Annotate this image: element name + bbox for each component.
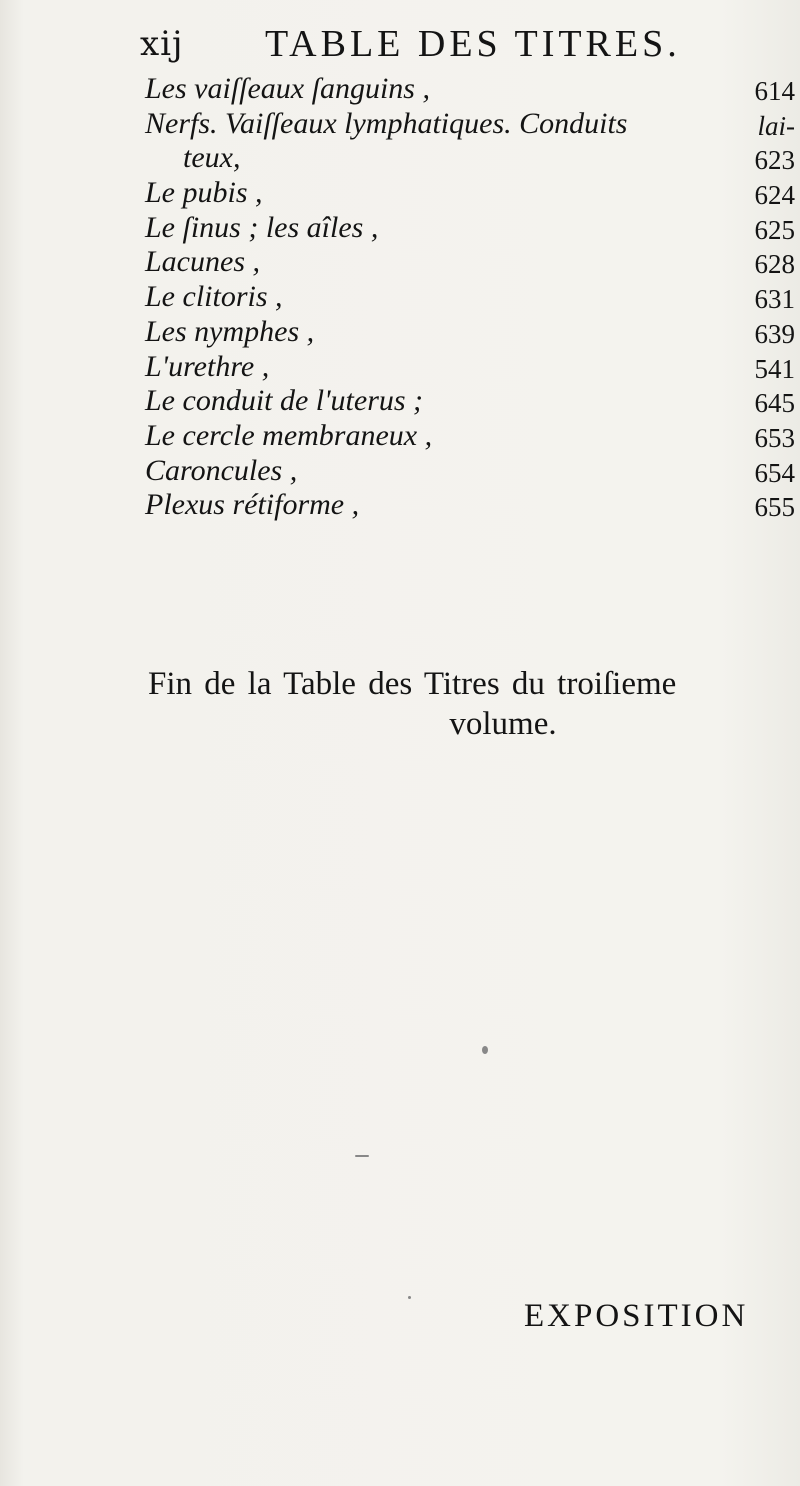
- ink-speck: [482, 1046, 488, 1054]
- toc-entry: [145, 141, 795, 176]
- table-of-titles: [145, 72, 795, 523]
- entry-page: 654: [754, 457, 795, 488]
- entry-title: Le clitoris ,: [145, 280, 283, 314]
- entry-title: Les nymphes ,: [145, 314, 315, 348]
- entry-title: Le conduit de l'uterus ;: [145, 384, 424, 418]
- toc-entry: [145, 454, 795, 489]
- closing-line-2: volume.: [449, 706, 557, 742]
- closing-line-1: Fin de la Table des Titres du troiſieme: [148, 666, 677, 702]
- entry-page: 655: [754, 492, 795, 523]
- toc-entry: [145, 350, 795, 385]
- entry-page: 653: [754, 422, 795, 453]
- entry-title: Le ſinus ; les aîles ,: [145, 210, 379, 244]
- page-header: [140, 18, 780, 70]
- toc-entry: [145, 315, 795, 350]
- toc-entry: [145, 176, 795, 211]
- entry-title: Le pubis ,: [145, 176, 263, 210]
- entry-page: 624: [754, 180, 795, 211]
- toc-entry: [145, 211, 795, 246]
- entry-title: teux,: [183, 141, 241, 175]
- toc-entry: [145, 419, 795, 454]
- entry-page: 645: [754, 388, 795, 419]
- entry-title: Nerfs. Vaiſſeaux lymphatiques. Conduits: [145, 106, 628, 140]
- entry-page: 628: [754, 249, 795, 280]
- toc-entry: [145, 107, 795, 142]
- entry-title: L'urethre ,: [145, 349, 270, 383]
- entry-page: lai-: [757, 110, 795, 141]
- ink-speck: [355, 1155, 369, 1157]
- entry-page: 625: [754, 214, 795, 245]
- ink-speck: [408, 1296, 411, 1299]
- entry-page: 541: [754, 353, 795, 384]
- entry-title: Lacunes ,: [145, 245, 260, 279]
- running-title: TABLE DES TITRES.: [265, 23, 681, 65]
- entry-title: Plexus rétiforme ,: [145, 488, 360, 522]
- toc-entry: [145, 245, 795, 280]
- entry-title: Les vaiſſeaux ſanguins ,: [145, 72, 430, 105]
- catchword: EXPOSITION: [524, 1298, 749, 1334]
- entry-page: 623: [754, 145, 795, 176]
- entry-title: Le cercle membraneux ,: [145, 418, 433, 452]
- page-number: xij: [140, 24, 184, 64]
- toc-entry: [145, 280, 795, 315]
- entry-title: Caroncules ,: [145, 453, 298, 487]
- toc-entry: [145, 384, 795, 419]
- toc-entry: [145, 72, 795, 107]
- closing-note: [148, 664, 798, 744]
- entry-page: 631: [754, 284, 795, 315]
- entry-page: 614: [754, 76, 795, 106]
- toc-entry: [145, 488, 795, 523]
- entry-page: 639: [754, 318, 795, 349]
